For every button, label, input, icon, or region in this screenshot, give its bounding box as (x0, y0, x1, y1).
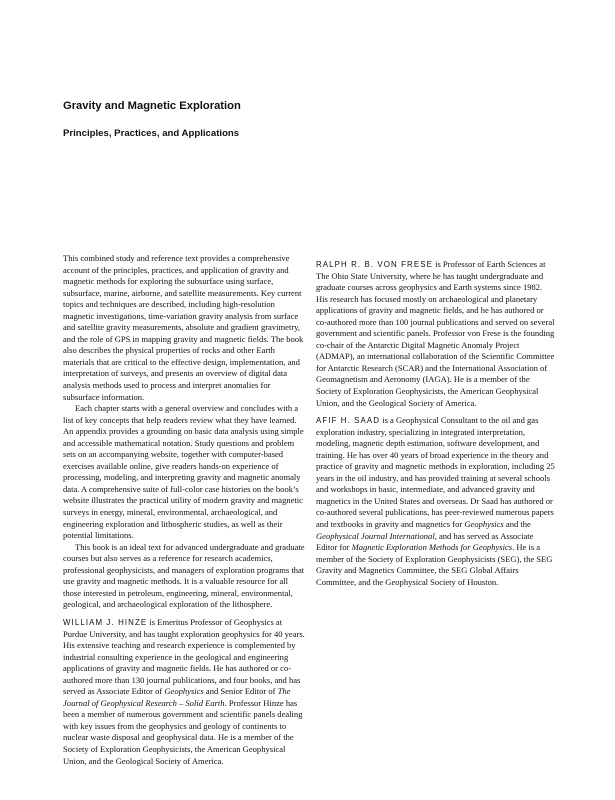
author-bio-saad-journal-2: Geophysical Journal International (316, 530, 435, 541)
author-name-vonfrese: RALPH R. B. VON FRESE (316, 260, 433, 269)
author-bio-saad-text-2: and the (503, 519, 531, 530)
author-bio-hinze-text-1: is Emeritus Professor of Geophysics at Purdue University, and has taught exploration geophysics for 40 years. His extensive teaching and research experience is complemented by industrial consulting experience in the geological and engineering applications of gravity and magnetic fields. He has authored or co-authored more than 130 journal publications, and four books, and has served as Associate Editor of (63, 616, 305, 697)
author-bio-hinze-journal-2: The Journal of Geophysical Research – Solid Earth (63, 686, 291, 708)
author-bio-hinze-text-3: . Professor Hinze has been a member of numerous government and scientific panels dealing with key issues from the geophysics and geology of continents to nuclear waste disposal and geophysical data. He is a member of the Society of Exploration Geophysicists, the American Geophysical Union, and the Geological Society of America. (63, 697, 303, 766)
author-bio-vonfrese (316, 259, 556, 409)
author-bio-hinze-journal-1: Geophysics (164, 686, 204, 697)
author-bio-saad-text-1: is a Geophysical Consultant to the oil and gas exploration industry, specializing in integrated interpretation, modeling, magnetic depth estimation, software development, and training. He has over 40 years of broad experience in the theory and practice of gravity and magnetic methods in exploration, including 25 years in the oil industry, and has provided training at several schools and workshops in basic, intermediate, and advanced gravity and magnetics in the United States and overseas. Dr Saad has authored or co-authored several publications, has peer-reviewed numerous papers and textbooks in gravity and magnetics for (316, 415, 555, 530)
author-bio-saad-journal-1: Geophysics (464, 519, 504, 530)
description-paragraph-3: This book is an ideal text for advanced undergraduate and graduate courses but also serves as a reference for research academics, professional geophysicists, and managers of exploration programs that use gravity and magnetic methods. It is a valuable resource for all those interested in petroleum, engineering, mineral, environmental, geological, and archaeological exploration of the lithosphere. (63, 541, 305, 610)
author-bio-saad-text-4: . He is a member of the Society of Exploration Geophysicists (SEG), the SEG Gravity and Magnetics Committee, the SEG Global Affairs Committee, and the Geophysical Society of Houston. (316, 542, 553, 587)
author-bio-saad-text-3: , and has served as Associate Editor for (316, 530, 534, 553)
right-column (316, 253, 556, 588)
author-bio-hinze-text-2: and Senior Editor of (203, 686, 278, 697)
description-paragraph-1: This combined study and reference text provides a comprehensive account of the principles, practices, and application of gravity and magnetic methods for exploring the subsurface using surface, subsurface, marine, airborne, and satellite measurements. Key current topics and techniques are described, including high-resolution magnetic investigations, time-variation gravity analysis from surface and satellite gravity measurements, absolute and gradient gravimetry, and the role of GPS in mapping gravity and magnetic fields. The book also describes the physical properties of rocks and other Earth materials that are critical to the effective design, implementation, and interpretation of surveys, and presents an overview of digital data analysis methods used to process and interpret anomalies for subsurface information. (63, 253, 304, 402)
author-bio-saad-journal-3: Magnetic Exploration Methods for Geophysics (351, 542, 513, 553)
book-title: Gravity and Magnetic Exploration (63, 100, 241, 112)
description-paragraph-2: Each chapter starts with a general overview and concludes with a list of key concepts that help readers review what they have learned. An appendix provides a grounding on basic data analysis using simple and accessible mathematical notation. Study questions and problem sets on an accompanying website, together with computer-based exercises available online, give readers hands-on experience of processing, modeling, and interpreting gravity and magnetic anomaly data. A comprehensive suite of full-color case histories on the book’s website illustrates the practical utility of modern gravity and magnetic surveys in energy, mineral, environmental, archaeological, and engineering exploration and lithospheric studies, as well as their potential limitations. (63, 403, 304, 541)
left-column (63, 253, 305, 767)
author-bio-hinze (63, 617, 305, 767)
author-name-saad: AFIF H. SAAD (316, 416, 381, 426)
author-bio-saad (316, 415, 556, 588)
author-bio-vonfrese-text: is Professor of Earth Sciences at The Ohio State University, where he has taught undergraduate and graduate courses across geophysics and Earth systems since 1982. His research has focused mostly on archaeological and planetary applications of gravity and magnetic fields, and he has authored or co-authored more than 100 journal publications and served on several government and scientific panels. Professor von Frese is the founding co-chair of the Antarctic Digital Magnetic Anomaly Project (ADMAP), an international collaboration of the Scientific Committee for Antarctic Research (SCAR) and the International Association of Geomagnetism and Aeronomy (IAGA). He is a member of the Society of Exploration Geophysicists, the American Geophysical Union, and the Geological Society of America. (316, 259, 555, 408)
book-subtitle: Principles, Practices, and Applications (63, 128, 240, 139)
author-name-hinze: WILLIAM J. HINZE (63, 617, 148, 627)
